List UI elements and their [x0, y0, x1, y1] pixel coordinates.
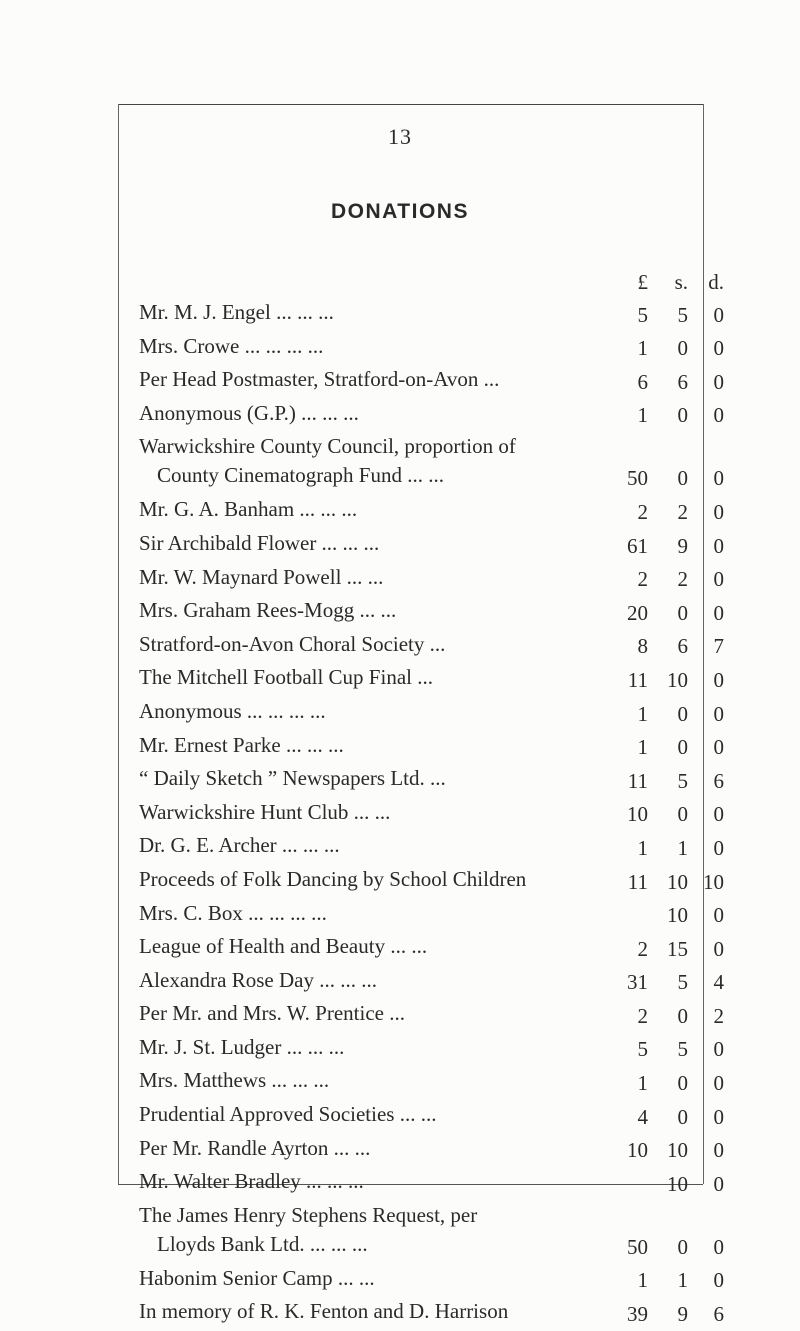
donor-name: Anonymous (G.P.) ... ... ...: [139, 400, 359, 425]
pounds-value: 2: [637, 936, 648, 961]
donation-row: [0, 1134, 800, 1168]
pounds-value: 50: [627, 466, 648, 491]
donation-row: [0, 764, 800, 798]
pence-value: 0: [713, 1268, 724, 1293]
pence-value: 2: [713, 1003, 724, 1028]
donor-name: Dr. G. E. Archer ... ... ...: [139, 833, 340, 858]
pence-value: 0: [713, 336, 724, 361]
donation-row: [0, 663, 800, 697]
pounds-value: 5: [637, 1037, 648, 1062]
pence-value: 0: [713, 802, 724, 827]
pounds-value: 1: [637, 735, 648, 760]
pounds-value: 4: [637, 1104, 648, 1129]
pounds-value: 2: [637, 499, 648, 524]
column-headers: [0, 270, 800, 298]
donor-name: Prudential Approved Societies ... ...: [139, 1102, 437, 1127]
donor-name: “ Daily Sketch ” Newspapers Ltd. ...: [139, 766, 446, 791]
donor-name: Mr. Ernest Parke ... ... ...: [139, 732, 344, 757]
donation-row: [0, 432, 800, 495]
page-number: 13: [388, 124, 412, 149]
donation-row: [0, 831, 800, 865]
pounds-value: 2: [637, 1003, 648, 1028]
donor-name: League of Health and Beauty ... ...: [139, 934, 428, 959]
donor-name-line1: The James Henry Stephens Request, per: [139, 1202, 478, 1227]
donation-row: [0, 365, 800, 399]
pence-value: 0: [713, 369, 724, 394]
donation-row: [0, 630, 800, 664]
donation-row: [0, 596, 800, 630]
pence-value: 0: [713, 667, 724, 692]
shillings-value: 1: [677, 835, 688, 860]
donation-row: [0, 865, 800, 899]
shillings-header: s.: [674, 270, 688, 294]
donation-row: [0, 899, 800, 933]
donor-name: Habonim Senior Camp ... ...: [139, 1265, 375, 1290]
pounds-value: 20: [627, 600, 648, 625]
pounds-value: 1: [637, 1268, 648, 1293]
donor-name: Mr. W. Maynard Powell ... ...: [139, 564, 384, 589]
pence-value: 0: [713, 701, 724, 726]
donor-name-line2: Lloyds Bank Ltd. ... ... ...: [157, 1231, 368, 1256]
pence-header: d.: [708, 270, 724, 294]
pounds-value: 39: [627, 1302, 648, 1327]
shillings-value: 2: [677, 567, 688, 592]
pence-value: 0: [713, 600, 724, 625]
shillings-value: 0: [677, 1234, 688, 1259]
donor-name: Per Mr. Randle Ayrton ... ...: [139, 1135, 371, 1160]
pence-value: 0: [713, 1234, 724, 1259]
shillings-value: 10: [667, 667, 688, 692]
shillings-value: 5: [677, 768, 688, 793]
donor-name-line2: County Cinematograph Fund ... ...: [157, 463, 444, 488]
donor-name: Sir Archibald Flower ... ... ...: [139, 530, 380, 555]
pence-value: 0: [713, 1104, 724, 1129]
pounds-value: 11: [627, 667, 648, 692]
page-frame-top: [118, 104, 703, 105]
shillings-value: 10: [667, 1171, 688, 1196]
pence-value: 0: [713, 302, 724, 327]
pounds-value: 1: [637, 701, 648, 726]
shillings-value: 0: [677, 1104, 688, 1129]
pence-value: 0: [713, 567, 724, 592]
pence-value: 0: [713, 1071, 724, 1096]
donor-name: Mr. G. A. Banham ... ... ...: [139, 497, 358, 522]
shillings-value: 5: [677, 302, 688, 327]
donor-name: Anonymous ... ... ... ...: [139, 698, 326, 723]
shillings-value: 9: [677, 1302, 688, 1327]
donation-row: [0, 1297, 800, 1331]
pounds-value: 1: [637, 835, 648, 860]
shillings-value: 0: [677, 735, 688, 760]
donor-name: Per Head Postmaster, Stratford-on-Avon ...: [139, 367, 500, 392]
pence-value: 0: [713, 1171, 724, 1196]
shillings-value: 6: [677, 634, 688, 659]
donor-name-line1: Warwickshire County Council, proportion of: [139, 434, 516, 459]
donation-row: [0, 932, 800, 966]
pounds-value: 10: [627, 1138, 648, 1163]
shillings-value: 0: [677, 1071, 688, 1096]
shillings-value: 5: [677, 1037, 688, 1062]
shillings-value: 10: [667, 903, 688, 928]
shillings-value: 2: [677, 499, 688, 524]
donations-list: [0, 298, 800, 1331]
shillings-value: 0: [677, 466, 688, 491]
donation-row: [0, 399, 800, 433]
pence-value: 0: [713, 1037, 724, 1062]
pence-value: 0: [713, 735, 724, 760]
donor-name: Mr. J. St. Ludger ... ... ...: [139, 1034, 345, 1059]
donation-row: [0, 298, 800, 332]
donor-name: [139, 432, 516, 490]
donor-name: Mr. M. J. Engel ... ... ...: [139, 300, 334, 324]
donation-row: [0, 1033, 800, 1067]
pence-value: 0: [713, 403, 724, 428]
pence-value: 4: [713, 970, 724, 995]
pounds-value: 8: [637, 634, 648, 659]
donation-row: [0, 1066, 800, 1100]
pence-value: 0: [713, 499, 724, 524]
donor-name: [139, 1201, 477, 1259]
pence-value: 0: [713, 466, 724, 491]
donation-row: [0, 1264, 800, 1298]
pounds-value: 61: [627, 533, 648, 558]
shillings-value: 0: [677, 1003, 688, 1028]
donation-row: [0, 697, 800, 731]
shillings-value: 10: [667, 869, 688, 894]
shillings-value: 0: [677, 802, 688, 827]
donation-row: [0, 332, 800, 366]
page-title: DONATIONS: [331, 200, 469, 223]
donation-row: [0, 1201, 800, 1264]
pounds-value: 1: [637, 336, 648, 361]
pence-value: 0: [713, 936, 724, 961]
pounds-value: 11: [627, 869, 648, 894]
donor-name: Mr. Walter Bradley ... ... ...: [139, 1169, 364, 1194]
donation-row: [0, 1167, 800, 1201]
pence-value: 10: [703, 869, 724, 894]
donation-row: [0, 731, 800, 765]
shillings-value: 0: [677, 600, 688, 625]
donor-name: Stratford-on-Avon Choral Society ...: [139, 631, 446, 656]
shillings-value: 0: [677, 403, 688, 428]
pence-value: 0: [713, 533, 724, 558]
donor-name: The Mitchell Football Cup Final ...: [139, 665, 433, 690]
donation-row: [0, 999, 800, 1033]
donation-row: [0, 529, 800, 563]
donation-row: [0, 798, 800, 832]
donation-row: [0, 495, 800, 529]
shillings-value: 6: [677, 369, 688, 394]
donor-name: Alexandra Rose Day ... ... ...: [139, 967, 377, 992]
pounds-value: 50: [627, 1234, 648, 1259]
shillings-value: 0: [677, 336, 688, 361]
pence-value: 7: [713, 634, 724, 659]
shillings-value: 1: [677, 1268, 688, 1293]
pounds-header: £: [637, 270, 648, 294]
pounds-value: 10: [627, 802, 648, 827]
shillings-value: 5: [677, 970, 688, 995]
pounds-value: 11: [627, 768, 648, 793]
pounds-value: 31: [627, 970, 648, 995]
donation-row: [0, 1100, 800, 1134]
donation-row: [0, 563, 800, 597]
pounds-value: 5: [637, 302, 648, 327]
donation-row: [0, 966, 800, 1000]
pounds-value: 2: [637, 567, 648, 592]
pounds-value: 1: [637, 1071, 648, 1096]
donor-name: In memory of R. K. Fenton and D. Harrison: [139, 1299, 509, 1324]
shillings-value: 9: [677, 533, 688, 558]
pence-value: 6: [713, 768, 724, 793]
donor-name: Mrs. Crowe ... ... ... ...: [139, 333, 324, 358]
shillings-value: 15: [667, 936, 688, 961]
pence-value: 6: [713, 1302, 724, 1327]
donor-name: Mrs. Matthews ... ... ...: [139, 1068, 330, 1093]
pounds-value: 1: [637, 403, 648, 428]
pence-value: 0: [713, 835, 724, 860]
donor-name: Mrs. C. Box ... ... ... ...: [139, 900, 327, 925]
pence-value: 0: [713, 903, 724, 928]
donor-name: Mrs. Graham Rees-Mogg ... ...: [139, 598, 397, 623]
shillings-value: 10: [667, 1138, 688, 1163]
pounds-value: 6: [637, 369, 648, 394]
donor-name: Warwickshire Hunt Club ... ...: [139, 799, 391, 824]
donor-name: Per Mr. and Mrs. W. Prentice ...: [139, 1001, 405, 1026]
pence-value: 0: [713, 1138, 724, 1163]
shillings-value: 0: [677, 701, 688, 726]
donor-name: Proceeds of Folk Dancing by School Children: [139, 866, 527, 891]
